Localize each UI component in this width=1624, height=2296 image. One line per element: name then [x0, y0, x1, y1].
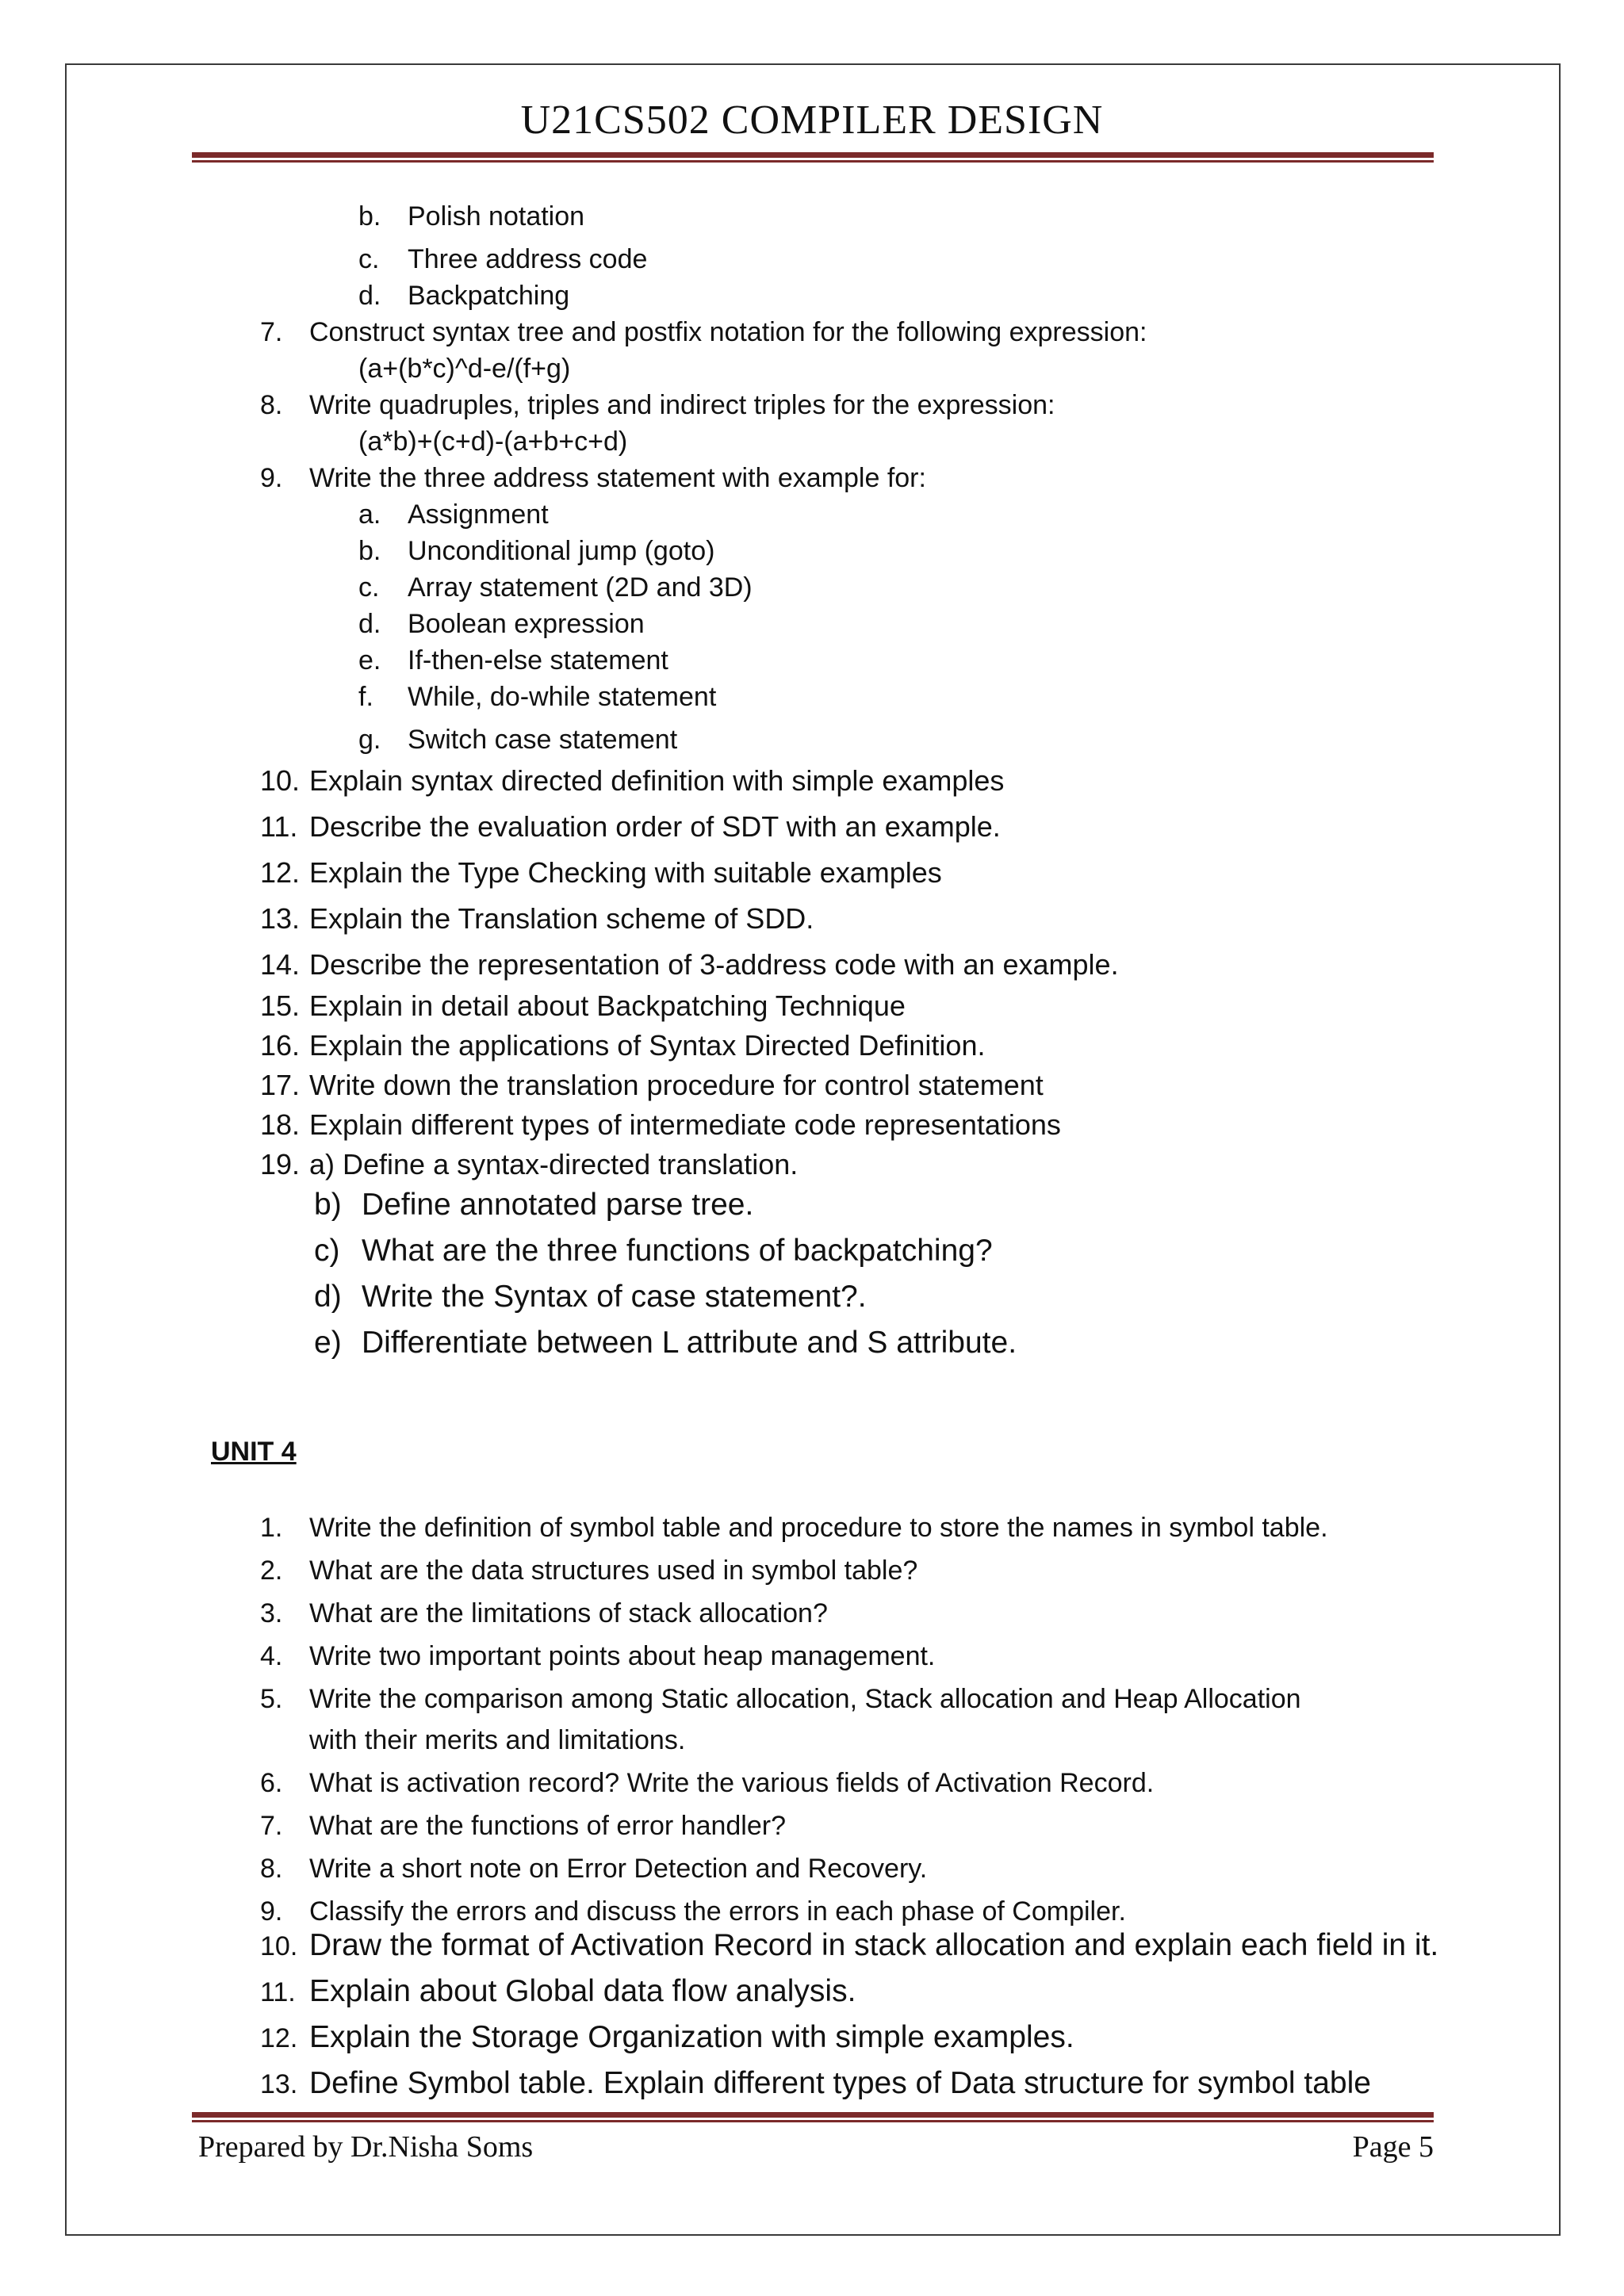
list-item: Write quadruples, triples and indirect triples for the expression:: [309, 390, 1055, 420]
list-number: 3.: [260, 1598, 283, 1628]
list-number: 17.: [260, 1069, 301, 1101]
sub-item: What are the three functions of backpatching?: [362, 1234, 993, 1268]
list-number: 8.: [260, 390, 283, 420]
list-number: 9.: [260, 1896, 283, 1927]
sub-item: Write the Syntax of case statement?.: [362, 1280, 867, 1314]
list-number: 10.: [260, 1931, 298, 1961]
list-item: Write down the translation procedure for control statement: [309, 1069, 1044, 1101]
list-item: What is activation record? Write the various fields of Activation Record.: [309, 1768, 1155, 1798]
list-item: Classify the errors and discuss the errors in each phase of Compiler.: [309, 1896, 1126, 1927]
list-item: If-then-else statement: [408, 645, 668, 675]
list-item: Write the comparison among Static allocation, Stack allocation and Heap Allocation: [309, 1684, 1301, 1714]
list-number: 12.: [260, 856, 301, 889]
list-item: Explain the Translation scheme of SDD.: [309, 902, 814, 935]
list-item: Array statement (2D and 3D): [408, 572, 753, 603]
list-number: 16.: [260, 1029, 301, 1062]
list-item: Write the definition of symbol table and procedure to store the names in symbol table.: [309, 1513, 1328, 1543]
list-number: 6.: [260, 1768, 283, 1798]
list-number: 2.: [260, 1556, 283, 1586]
list-item: Define Symbol table. Explain different types of Data structure for symbol table: [309, 2066, 1371, 2100]
list-item: Describe the representation of 3-address code with an example.: [309, 948, 1119, 981]
sub-letter: b): [314, 1188, 342, 1222]
list-item: Write a short note on Error Detection and Recovery.: [309, 1854, 928, 1884]
list-number: 18.: [260, 1108, 301, 1141]
expression: (a*b)+(c+d)-(a+b+c+d): [358, 427, 628, 457]
sub-letter: c): [314, 1234, 340, 1268]
list-item-continuation: with their merits and limitations.: [309, 1725, 686, 1755]
sub-item: Define annotated parse tree.: [362, 1188, 754, 1222]
sub-item: Differentiate between L attribute and S attribute.: [362, 1326, 1017, 1360]
list-item: Explain the Storage Organization with simple examples.: [309, 2020, 1074, 2054]
list-number: 1.: [260, 1513, 283, 1543]
list-number: 11.: [260, 810, 298, 843]
list-number: b.: [358, 201, 381, 232]
list-number: f.: [358, 682, 373, 712]
list-item: Unconditional jump (goto): [408, 536, 715, 566]
list-item: What are the limitations of stack allocation?: [309, 1598, 828, 1628]
section-heading: UNIT 4: [211, 1437, 297, 1467]
list-item: Explain the Type Checking with suitable examples: [309, 856, 942, 889]
list-number: 14.: [260, 948, 301, 981]
list-item: Explain syntax directed definition with simple examples: [309, 764, 1005, 797]
list-number: d.: [358, 281, 381, 311]
list-item: Assignment: [408, 499, 549, 530]
list-item: Switch case statement: [408, 725, 678, 755]
list-number: 11.: [260, 1977, 296, 2007]
list-item: Construct syntax tree and postfix notation for the following expression:: [309, 317, 1147, 347]
list-item: Backpatching: [408, 281, 570, 311]
list-number: d.: [358, 609, 381, 639]
list-number: 13.: [260, 2069, 298, 2099]
footer-author: Prepared by Dr.Nisha Soms: [198, 2130, 534, 2164]
list-item: Boolean expression: [408, 609, 645, 639]
list-item: Draw the format of Activation Record in stack allocation and explain each field in it.: [309, 1928, 1439, 1962]
list-item: Explain the applications of Syntax Directed Definition.: [309, 1029, 986, 1062]
list-item: What are the data structures used in symbol table?: [309, 1556, 918, 1586]
list-item: Describe the evaluation order of SDT with an example.: [309, 810, 1001, 843]
list-number: 19.: [260, 1148, 301, 1181]
list-number: a.: [358, 499, 381, 530]
list-number: 9.: [260, 463, 283, 493]
expression: (a+(b*c)^d-e/(f+g): [358, 354, 571, 384]
list-number: 5.: [260, 1684, 283, 1714]
list-item: While, do-while statement: [408, 682, 717, 712]
list-number: 10.: [260, 764, 301, 797]
list-number: b.: [358, 536, 381, 566]
list-item: Write the three address statement with example for:: [309, 463, 926, 493]
list-number: e.: [358, 645, 381, 675]
list-number: c.: [358, 572, 380, 603]
list-item: Explain different types of intermediate code representations: [309, 1108, 1061, 1141]
list-item: Write two important points about heap management.: [309, 1641, 936, 1671]
list-item: Explain about Global data flow analysis.: [309, 1974, 856, 2008]
list-item: a) Define a syntax-directed translation.: [309, 1148, 799, 1181]
list-number: 8.: [260, 1854, 283, 1884]
list-number: 4.: [260, 1641, 283, 1671]
list-item: Explain in detail about Backpatching Technique: [309, 989, 906, 1022]
list-number: 15.: [260, 989, 301, 1022]
list-number: 12.: [260, 2023, 298, 2053]
page-title: U21CS502 COMPILER DESIGN: [520, 98, 1104, 143]
sub-letter: e): [314, 1326, 342, 1360]
list-number: 7.: [260, 317, 283, 347]
page-number: Page 5: [1352, 2130, 1434, 2164]
list-number: 7.: [260, 1811, 283, 1841]
list-number: c.: [358, 244, 380, 274]
sub-letter: d): [314, 1280, 342, 1314]
list-number: g.: [358, 725, 381, 755]
list-item: Polish notation: [408, 201, 585, 232]
list-item: Three address code: [408, 244, 648, 274]
list-item: What are the functions of error handler?: [309, 1811, 786, 1841]
header-rule: [192, 152, 1434, 163]
list-number: 13.: [260, 902, 301, 935]
footer-rule: [192, 2112, 1434, 2122]
